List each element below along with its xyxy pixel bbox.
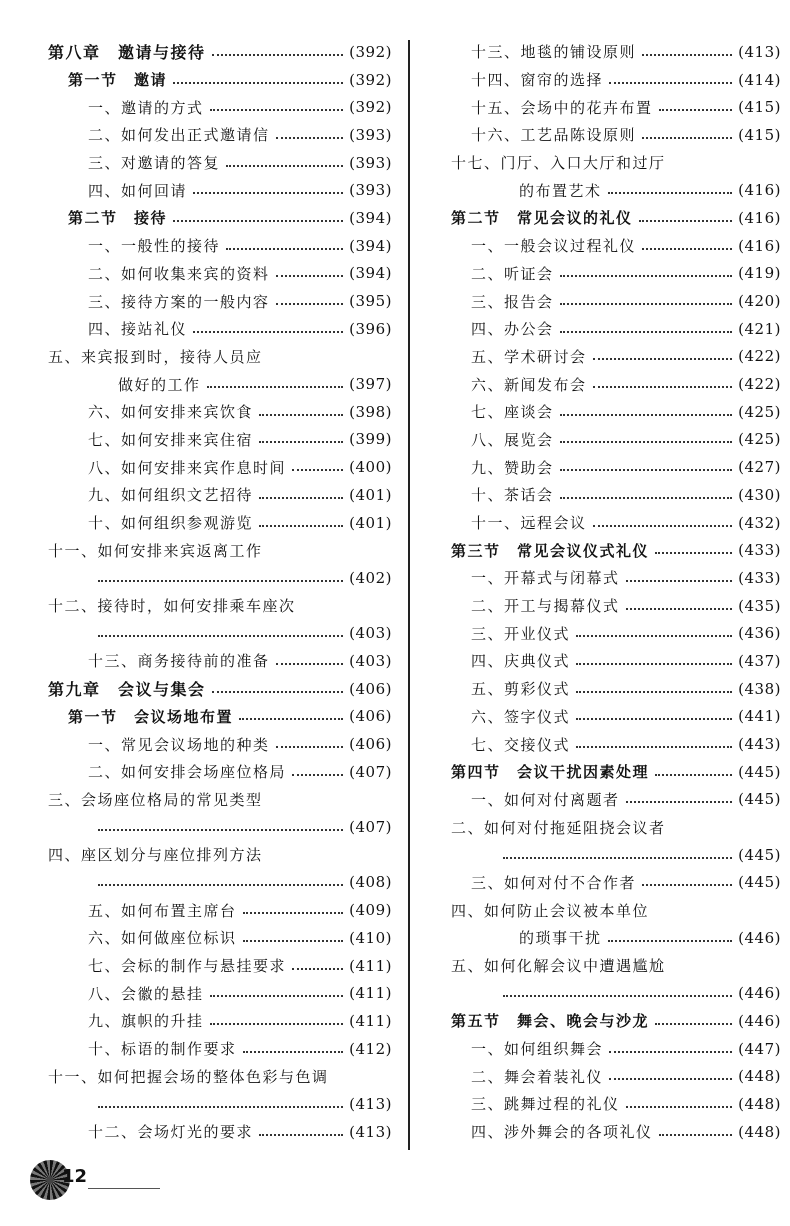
toc-entry-item (48, 176, 392, 204)
toc-entry-page: (446) (738, 928, 781, 947)
toc-entry-title: 四、涉外舞会的各项礼仪 (471, 1123, 653, 1142)
dot-leader (173, 220, 343, 222)
toc-entry-cont (451, 924, 781, 952)
toc-entry-title: 做好的工作 (118, 375, 201, 394)
toc-entry-item (48, 121, 392, 149)
toc-entry-title: 九、赞助会 (471, 458, 554, 477)
toc-entry-title: 十六、工艺品陈设原则 (471, 126, 637, 145)
dot-leader (642, 54, 732, 56)
toc-entry-title: 第二节 常见会议的礼仪 (451, 209, 633, 228)
toc-entry-dots-only (48, 619, 392, 647)
toc-entry-item (48, 1035, 392, 1063)
toc-entry-title: 十一、如何安排来宾返离工作 (48, 541, 263, 560)
toc-entry-title: 第八章 邀请与接待 (48, 43, 206, 63)
toc-entry-cont (451, 176, 781, 204)
dot-leader (609, 1051, 732, 1053)
toc-entry-page: (437) (738, 651, 781, 670)
toc-entry-title: 第九章 会议与集会 (48, 680, 206, 700)
toc-entry-item (451, 1035, 781, 1063)
toc-entry-title: 四、接站礼仪 (88, 320, 188, 339)
toc-entry-item (451, 592, 781, 620)
toc-entry-page: (413) (349, 1094, 392, 1113)
dot-leader (259, 497, 343, 499)
dot-leader (642, 248, 732, 250)
dot-leader (276, 746, 344, 748)
dot-leader (98, 635, 343, 637)
toc-entry-page: (436) (738, 624, 781, 643)
toc-entry-title: 六、新闻发布会 (471, 375, 587, 394)
toc-entry-page: (430) (738, 485, 781, 504)
toc-entry-page: (448) (738, 1067, 781, 1086)
toc-entry-item (451, 232, 781, 260)
toc-entry-page: (416) (738, 181, 781, 200)
toc-entry-item (48, 398, 392, 426)
toc-entry-section (451, 1007, 781, 1035)
toc-entry-item (451, 786, 781, 814)
toc-entry-item (451, 564, 781, 592)
toc-entry-title: 三、对邀请的答复 (88, 154, 221, 173)
toc-entry-page: (408) (349, 873, 392, 892)
dot-leader (659, 1134, 733, 1136)
toc-entry-page: (411) (349, 956, 392, 975)
dot-leader (207, 386, 344, 388)
dot-leader (560, 414, 733, 416)
toc-entry-page: (407) (349, 818, 392, 837)
toc-entry-dots-only (48, 1090, 392, 1118)
toc-entry-page: (407) (349, 762, 392, 781)
toc-entry-title: 三、报告会 (471, 292, 554, 311)
toc-entry-title: 六、签字仪式 (471, 707, 571, 726)
toc-entry-title: 一、一般会议过程礼仪 (471, 237, 637, 256)
toc-entry-page: (415) (738, 125, 781, 144)
toc-entry-cont (48, 370, 392, 398)
dot-leader (609, 1078, 732, 1080)
toc-entry-item (48, 260, 392, 288)
dot-leader (593, 386, 733, 388)
toc-entry-chapter (48, 675, 392, 703)
toc-entry-dots-only (48, 813, 392, 841)
toc-entry-item (451, 1118, 781, 1146)
toc-entry-page: (433) (738, 541, 781, 560)
dot-leader (243, 940, 344, 942)
toc-entry-item (451, 287, 781, 315)
toc-entry-page: (445) (738, 873, 781, 892)
dot-leader (655, 1023, 732, 1025)
toc-entry-title: 的琐事干扰 (519, 929, 602, 948)
toc-entry-wrap-head (48, 592, 392, 620)
toc-entry-page: (448) (738, 1122, 781, 1141)
dot-leader (226, 165, 343, 167)
dot-leader (593, 358, 733, 360)
toc-entry-page: (416) (738, 236, 781, 255)
toc-entry-item (48, 924, 392, 952)
toc-entry-item (48, 149, 392, 177)
toc-entry-wrap-head (48, 786, 392, 814)
toc-entry-page: (402) (349, 568, 392, 587)
toc-entry-item (48, 93, 392, 121)
toc-entry-page: (409) (349, 901, 392, 920)
toc-entry-page: (443) (738, 735, 781, 754)
toc-entry-title: 二、如何收集来宾的资料 (88, 264, 270, 283)
toc-entry-title: 七、座谈会 (471, 403, 554, 422)
toc-entry-title: 四、如何回请 (88, 181, 188, 200)
toc-right-column (451, 38, 781, 1146)
toc-entry-page: (392) (349, 98, 392, 117)
toc-entry-title: 第一节 邀请 (68, 71, 168, 90)
toc-entry-page: (448) (738, 1094, 781, 1113)
toc-entry-wrap-head (451, 813, 781, 841)
toc-entry-title: 四、座区划分与座位排列方法 (48, 846, 263, 865)
toc-entry-title: 二、如何发出正式邀请信 (88, 126, 270, 145)
toc-entry-title: 三、开业仪式 (471, 624, 571, 643)
toc-entry-page: (403) (349, 624, 392, 643)
toc-entry-title: 八、展览会 (471, 430, 554, 449)
toc-entry-title: 四、如何防止会议被本单位 (451, 901, 650, 920)
toc-entry-wrap-head (451, 952, 781, 980)
toc-entry-item (451, 869, 781, 897)
toc-entry-page: (411) (349, 984, 392, 1003)
toc-entry-title: 一、邀请的方式 (88, 98, 204, 117)
toc-entry-page: (410) (349, 928, 392, 947)
toc-entry-item (48, 896, 392, 924)
toc-entry-title: 一、一般性的接待 (88, 237, 221, 256)
toc-entry-item (48, 647, 392, 675)
toc-entry-page: (432) (738, 513, 781, 532)
dot-leader (292, 968, 343, 970)
toc-entry-title: 四、办公会 (471, 320, 554, 339)
toc-entry-page: (393) (349, 181, 392, 200)
dot-leader (98, 1106, 343, 1108)
toc-entry-section (48, 66, 392, 94)
dot-leader (276, 137, 344, 139)
dot-leader (593, 525, 733, 527)
toc-entry-page: (414) (738, 70, 781, 89)
dot-leader (608, 192, 733, 194)
toc-entry-page: (403) (349, 651, 392, 670)
toc-entry-page: (400) (349, 458, 392, 477)
toc-entry-wrap-head (48, 841, 392, 869)
toc-entry-title: 十三、商务接待前的准备 (88, 652, 270, 671)
toc-entry-title: 十四、窗帘的选择 (471, 71, 604, 90)
toc-entry-dots-only (48, 869, 392, 897)
toc-entry-chapter (48, 38, 392, 66)
toc-entry-page: (433) (738, 568, 781, 587)
toc-entry-item (48, 453, 392, 481)
dot-leader (655, 774, 732, 776)
toc-entry-title: 八、会徽的悬挂 (88, 984, 204, 1003)
toc-entry-page: (416) (738, 208, 781, 227)
toc-entry-title: 十、标语的制作要求 (88, 1040, 237, 1059)
toc-entry-dots-only (48, 564, 392, 592)
dot-leader (576, 635, 732, 637)
dot-leader (212, 54, 344, 56)
toc-entry-page: (441) (738, 707, 781, 726)
toc-entry-page: (396) (349, 319, 392, 338)
toc-entry-item (48, 426, 392, 454)
toc-entry-title: 五、如何化解会议中遭遇尴尬 (451, 957, 666, 976)
toc-entry-item (48, 730, 392, 758)
toc-entry-item (451, 1090, 781, 1118)
toc-entry-title: 五、学术研讨会 (471, 347, 587, 366)
dot-leader (576, 718, 732, 720)
toc-entry-title: 二、如何对付拖延阻挠会议者 (451, 818, 666, 837)
dot-leader (642, 884, 732, 886)
toc-entry-item (451, 260, 781, 288)
toc-entry-page: (425) (738, 430, 781, 449)
toc-entry-item (48, 481, 392, 509)
toc-entry-item (451, 481, 781, 509)
dot-leader (609, 82, 732, 84)
toc-entry-title: 三、接待方案的一般内容 (88, 292, 270, 311)
toc-entry-title: 五、剪彩仪式 (471, 680, 571, 699)
toc-entry-item (451, 619, 781, 647)
dot-leader (259, 525, 343, 527)
toc-entry-page: (419) (738, 264, 781, 283)
dot-leader (243, 1051, 344, 1053)
toc-entry-dots-only (451, 841, 781, 869)
toc-entry-page: (393) (349, 125, 392, 144)
toc-entry-page: (397) (349, 375, 392, 394)
toc-entry-wrap-head (451, 149, 781, 177)
toc-entry-title: 第一节 会议场地布置 (68, 707, 234, 726)
toc-entry-item (451, 398, 781, 426)
toc-entry-page: (412) (349, 1039, 392, 1058)
toc-entry-page: (392) (349, 70, 392, 89)
dot-leader (292, 774, 343, 776)
toc-entry-page: (420) (738, 292, 781, 311)
toc-entry-title: 九、旗帜的升挂 (88, 1012, 204, 1031)
toc-entry-dots-only (451, 979, 781, 1007)
toc-entry-title: 七、交接仪式 (471, 735, 571, 754)
dot-leader (626, 580, 733, 582)
dot-leader (560, 331, 733, 333)
toc-entry-item (451, 426, 781, 454)
dot-leader (503, 857, 732, 859)
toc-entry-page: (395) (349, 292, 392, 311)
toc-entry-title: 六、如何做座位标识 (88, 929, 237, 948)
page-number: 12 (62, 1166, 88, 1187)
dot-leader (210, 1023, 344, 1025)
toc-entry-title: 十、茶话会 (471, 486, 554, 505)
toc-entry-section (48, 204, 392, 232)
dot-leader (98, 580, 343, 582)
dot-leader (210, 109, 344, 111)
toc-entry-item (48, 232, 392, 260)
toc-entry-section (451, 204, 781, 232)
toc-entry-page: (422) (738, 375, 781, 394)
toc-entry-wrap-head (48, 343, 392, 371)
toc-entry-item (451, 675, 781, 703)
toc-entry-item (451, 509, 781, 537)
column-divider (408, 40, 410, 1150)
toc-entry-title: 七、会标的制作与悬挂要求 (88, 957, 287, 976)
toc-entry-title: 十三、地毯的铺设原则 (471, 43, 637, 62)
dot-leader (639, 220, 733, 222)
dot-leader (98, 884, 343, 886)
toc-entry-item (48, 758, 392, 786)
toc-entry-title: 十一、如何把握会场的整体色彩与色调 (48, 1067, 329, 1086)
dot-leader (576, 746, 732, 748)
dot-leader (626, 608, 733, 610)
toc-entry-page: (445) (738, 790, 781, 809)
toc-entry-page: (394) (349, 236, 392, 255)
toc-entry-title: 五、如何布置主席台 (88, 901, 237, 920)
toc-entry-page: (406) (349, 679, 392, 698)
dot-leader (608, 940, 733, 942)
toc-entry-section (451, 758, 781, 786)
toc-entry-page: (422) (738, 347, 781, 366)
dot-leader (239, 718, 343, 720)
toc-entry-title: 六、如何安排来宾饮食 (88, 403, 254, 422)
dot-leader (560, 469, 733, 471)
toc-entry-item (451, 370, 781, 398)
dot-leader (276, 275, 344, 277)
page-folio (30, 1160, 140, 1200)
toc-entry-title: 十二、会场灯光的要求 (88, 1123, 254, 1142)
toc-entry-item (48, 287, 392, 315)
toc-entry-page: (401) (349, 485, 392, 504)
toc-entry-page: (406) (349, 735, 392, 754)
toc-entry-title: 二、开工与揭幕仪式 (471, 597, 620, 616)
dot-leader (292, 469, 343, 471)
dot-leader (193, 331, 343, 333)
dot-leader (173, 82, 343, 84)
toc-entry-item (451, 1062, 781, 1090)
toc-entry-title: 十、如何组织参观游览 (88, 514, 254, 533)
toc-entry-title: 第三节 常见会议仪式礼仪 (451, 541, 650, 560)
toc-entry-title: 三、跳舞过程的礼仪 (471, 1095, 620, 1114)
toc-entry-page: (421) (738, 319, 781, 338)
toc-entry-title: 一、如何组织舞会 (471, 1040, 604, 1059)
toc-entry-title: 二、舞会着装礼仪 (471, 1067, 604, 1086)
toc-entry-page: (445) (738, 845, 781, 864)
dot-leader (98, 829, 343, 831)
toc-entry-page: (406) (349, 707, 392, 726)
toc-entry-title: 一、常见会议场地的种类 (88, 735, 270, 754)
toc-entry-item (48, 952, 392, 980)
toc-entry-title: 五、来宾报到时，接待人员应 (48, 347, 263, 366)
toc-entry-item (451, 730, 781, 758)
toc-entry-section (48, 703, 392, 731)
dot-leader (560, 275, 733, 277)
dot-leader (503, 995, 732, 997)
toc-entry-page: (394) (349, 208, 392, 227)
toc-left-column (48, 38, 392, 1146)
toc-entry-title: 第二节 接待 (68, 209, 168, 228)
dot-leader (259, 1134, 343, 1136)
toc-entry-title: 三、如何对付不合作者 (471, 873, 637, 892)
toc-entry-item (451, 93, 781, 121)
dot-leader (655, 552, 732, 554)
toc-entry-item (451, 647, 781, 675)
toc-entry-page: (446) (738, 984, 781, 1003)
toc-entry-page: (425) (738, 402, 781, 421)
dot-leader (560, 303, 733, 305)
dot-leader (576, 691, 732, 693)
dot-leader (226, 248, 343, 250)
toc-entry-page: (401) (349, 513, 392, 532)
toc-entry-page: (435) (738, 596, 781, 615)
toc-entry-title: 十五、会场中的花卉布置 (471, 98, 653, 117)
toc-entry-title: 第五节 舞会、晚会与沙龙 (451, 1012, 650, 1031)
toc-entry-page: (393) (349, 153, 392, 172)
toc-entry-title: 八、如何安排来宾作息时间 (88, 458, 287, 477)
toc-entry-title: 二、如何安排会场座位格局 (88, 763, 287, 782)
toc-entry-section (451, 536, 781, 564)
toc-entry-page: (446) (738, 1011, 781, 1030)
toc-entry-item (451, 453, 781, 481)
toc-entry-page: (413) (349, 1122, 392, 1141)
toc-entry-page: (394) (349, 264, 392, 283)
dot-leader (626, 801, 733, 803)
toc-entry-item (48, 1007, 392, 1035)
toc-entry-item (451, 121, 781, 149)
toc-entry-item (451, 38, 781, 66)
toc-entry-wrap-head (48, 536, 392, 564)
dot-leader (259, 414, 343, 416)
toc-entry-title: 第四节 会议干扰因素处理 (451, 763, 650, 782)
toc-entry-page: (438) (738, 679, 781, 698)
toc-entry-title: 十二、接待时，如何安排乘车座次 (48, 597, 296, 616)
toc-entry-item (451, 315, 781, 343)
toc-entry-item (451, 66, 781, 94)
toc-entry-title: 九、如何组织文艺招待 (88, 486, 254, 505)
dot-leader (193, 192, 343, 194)
dot-leader (642, 137, 732, 139)
toc-entry-title: 七、如何安排来宾住宿 (88, 430, 254, 449)
dot-leader (276, 303, 344, 305)
dot-leader (276, 663, 344, 665)
dot-leader (659, 109, 733, 111)
toc-entry-title: 的布置艺术 (519, 181, 602, 200)
toc-entry-item (48, 979, 392, 1007)
toc-entry-page: (415) (738, 98, 781, 117)
toc-entry-title: 一、如何对付离题者 (471, 790, 620, 809)
dot-leader (560, 441, 733, 443)
toc-entry-page: (392) (349, 42, 392, 61)
toc-entry-title: 十七、门厅、入口大厅和过厅 (451, 154, 666, 173)
dot-leader (626, 1106, 733, 1108)
footer-rule (88, 1188, 160, 1189)
toc-entry-item (48, 1118, 392, 1146)
toc-entry-item (48, 509, 392, 537)
toc-entry-page: (398) (349, 402, 392, 421)
toc-entry-title: 三、会场座位格局的常见类型 (48, 790, 263, 809)
dot-leader (560, 497, 733, 499)
toc-entry-title: 四、庆典仪式 (471, 652, 571, 671)
dot-leader (212, 691, 344, 693)
toc-entry-title: 二、听证会 (471, 264, 554, 283)
toc-entry-page: (413) (738, 42, 781, 61)
dot-leader (243, 912, 344, 914)
toc-entry-item (48, 315, 392, 343)
toc-entry-page: (427) (738, 458, 781, 477)
toc-entry-item (451, 343, 781, 371)
toc-entry-page: (445) (738, 762, 781, 781)
toc-entry-title: 十一、远程会议 (471, 514, 587, 533)
toc-entry-page: (399) (349, 430, 392, 449)
toc-entry-wrap-head (451, 896, 781, 924)
toc-entry-item (451, 703, 781, 731)
toc-entry-page: (447) (738, 1039, 781, 1058)
dot-leader (259, 441, 343, 443)
toc-entry-page: (411) (349, 1011, 392, 1030)
toc-entry-title: 一、开幕式与闭幕式 (471, 569, 620, 588)
toc-entry-wrap-head (48, 1062, 392, 1090)
dot-leader (210, 995, 344, 997)
dot-leader (576, 663, 732, 665)
